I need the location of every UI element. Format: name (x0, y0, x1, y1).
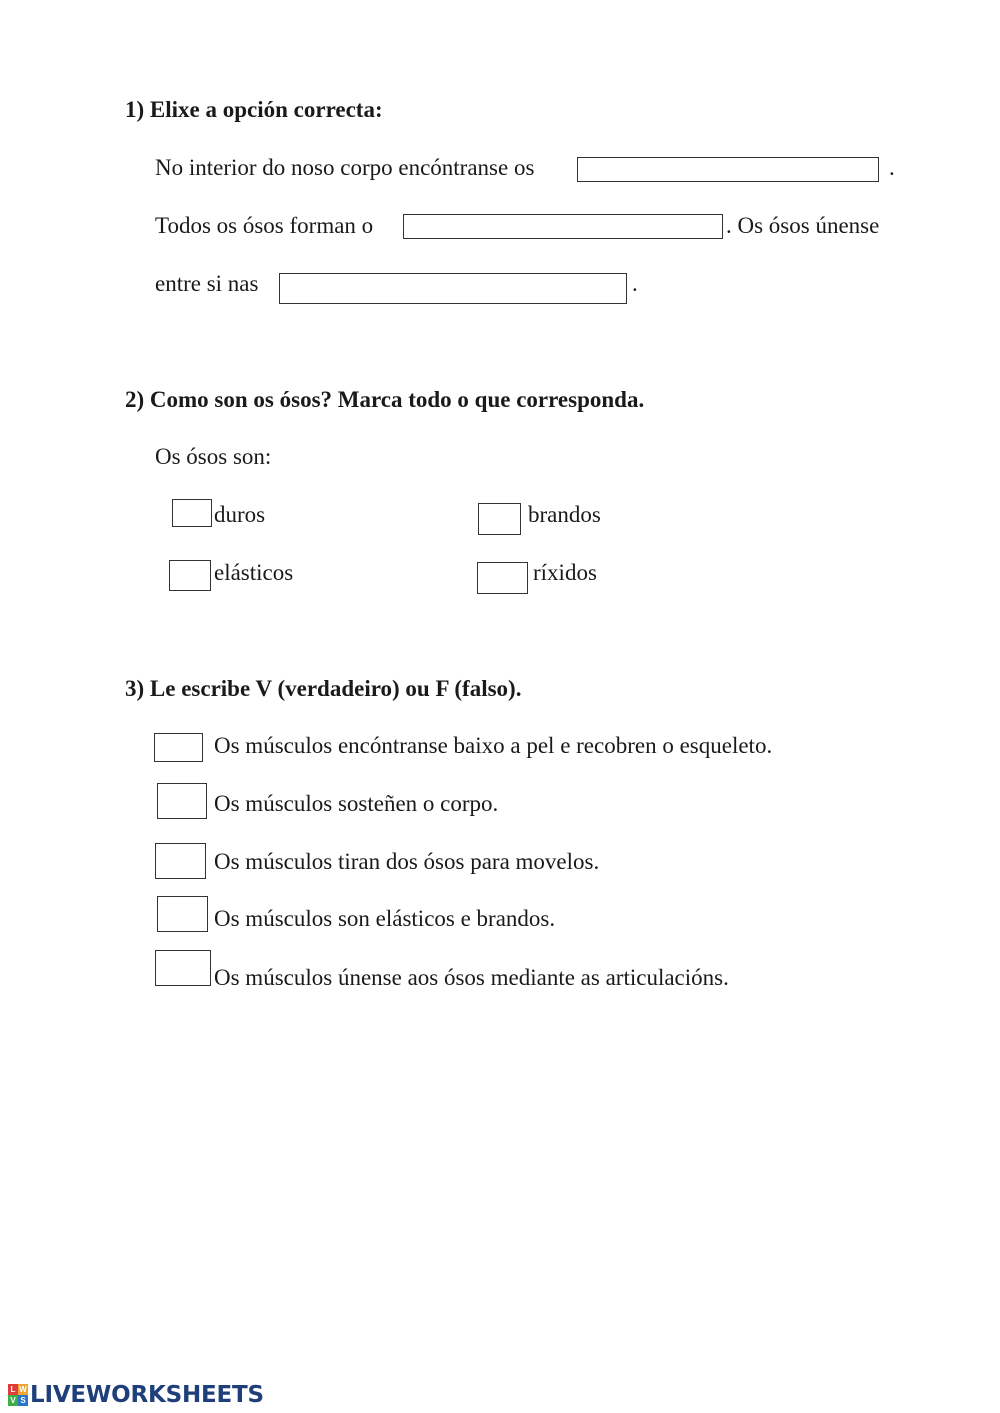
statement-1: Os músculos encóntranse baixo a pel e recobren o esqueleto. (214, 733, 773, 758)
true-false-input-2[interactable] (157, 783, 207, 819)
statement-2: Os músculos sosteñen o corpo. (214, 791, 499, 816)
true-false-input-1[interactable] (154, 733, 203, 762)
checkbox-duros[interactable] (172, 499, 212, 527)
true-false-input-4[interactable] (157, 896, 208, 932)
option-label-elasticos: elásticos (214, 560, 294, 585)
section2-intro: Os ósos son: (155, 444, 272, 469)
section1-line2-text: Todos os ósos forman o (155, 213, 374, 238)
section1-heading: 1) Elixe a opción correcta: (125, 97, 383, 122)
true-false-input-3[interactable] (155, 843, 206, 879)
section1-line3-text: entre si nas (155, 271, 259, 296)
answer-input-joints[interactable] (279, 273, 627, 304)
checkbox-brandos[interactable] (478, 503, 521, 535)
liveworksheets-logo (8, 1381, 264, 1409)
answer-input-bones[interactable] (577, 157, 879, 182)
option-label-duros: duros (214, 502, 266, 527)
statement-4: Os músculos son elásticos e brandos. (214, 906, 556, 931)
section2-heading: 2) Como son os ósos? Marca todo o que corresponda. (125, 387, 645, 412)
option-label-brandos: brandos (528, 502, 601, 527)
liveworksheets-logo-text: LIVEWORKSHEETS (30, 1382, 264, 1408)
answer-input-skeleton[interactable] (403, 214, 723, 239)
statement-5: Os músculos únense aos ósos mediante as articulacións. (214, 965, 729, 990)
section3-heading: 3) Le escribe V (verdadeiro) ou F (falso). (125, 676, 522, 701)
option-label-rixidos: ríxidos (533, 560, 597, 585)
section1-line3-end: . (632, 271, 638, 296)
checkbox-elasticos[interactable] (169, 560, 211, 591)
section1-line2-end: . Os ósos únense (726, 213, 880, 238)
checkbox-rixidos[interactable] (477, 562, 528, 594)
section1-line1-text: No interior do noso corpo encóntranse os (155, 155, 535, 180)
section1-line1-end: . (889, 155, 895, 180)
statement-3: Os músculos tiran dos ósos para movelos. (214, 849, 600, 874)
liveworksheets-logo-icon: L W V S (8, 1384, 28, 1406)
true-false-input-5[interactable] (155, 950, 211, 986)
